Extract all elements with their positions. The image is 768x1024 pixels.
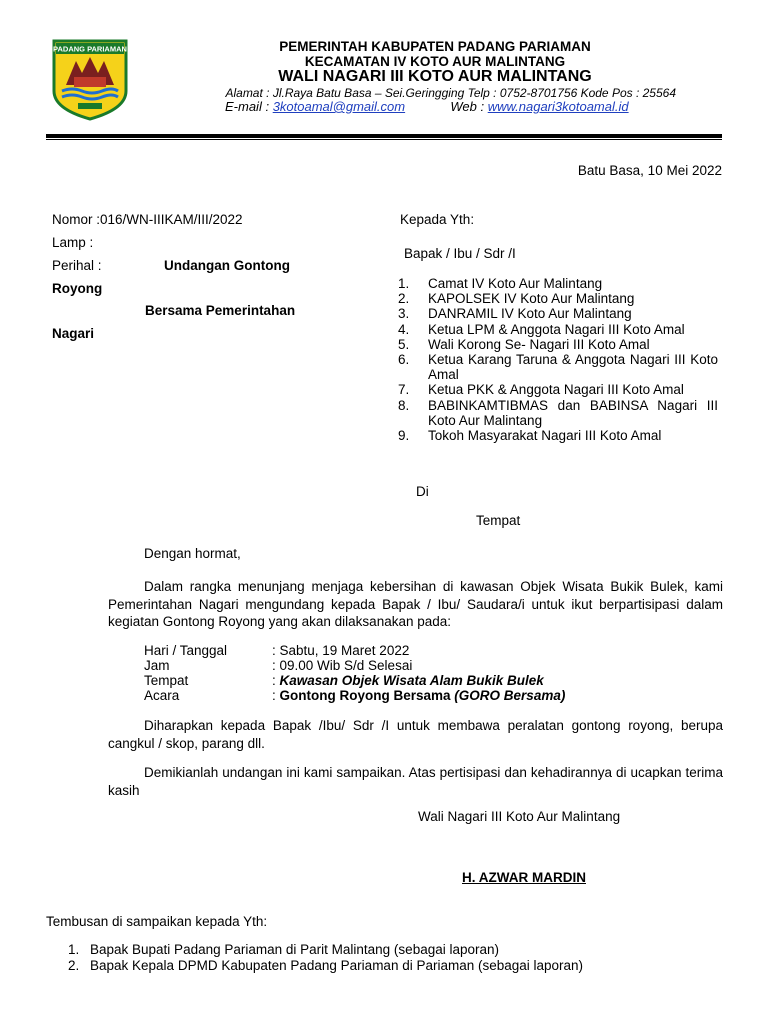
recipient-item-text: Wali Korong Se- Nagari III Koto Amal: [428, 336, 650, 352]
letter-number: Nomor :016/WN-IIIKAM/III/2022: [52, 212, 243, 227]
cc-heading: Tembusan di sampaikan kepada Yth:: [46, 914, 268, 929]
recipient-item-number: 5.: [398, 336, 410, 352]
subject-line-4: Nagari: [52, 326, 95, 341]
recipient-item: [398, 398, 718, 428]
recipient-item-number: 9.: [398, 428, 410, 444]
detail-day: [144, 643, 409, 658]
logo-label: PADANG PARIAMAN: [53, 44, 127, 54]
detail-time-value: : 09.00 Wib S/d Selesai: [272, 658, 413, 673]
recipient-di: Di: [416, 484, 429, 499]
recipient-item: [398, 276, 718, 291]
recipient-item-number: 4.: [398, 321, 410, 337]
signature-title: Wali Nagari III Koto Aur Malintang: [418, 809, 621, 824]
recipient-item-text: BABINKAMTIBMAS dan BABINSA Nagari III Koto Aur Malintang: [428, 397, 718, 428]
detail-event-value-italic: (GORO Bersama): [454, 688, 566, 703]
recipient-salutation: Bapak / Ibu / Sdr /I: [404, 246, 516, 261]
header-line-government: PEMERINTAH KABUPATEN PADANG PARIAMAN: [279, 39, 591, 54]
header-line-district: KECAMATAN IV KOTO AUR MALINTANG: [304, 54, 566, 69]
recipient-item: [398, 382, 718, 397]
header-contact: [225, 99, 629, 114]
recipient-item-number: 1.: [398, 276, 410, 291]
cc-item-number: 2.: [68, 958, 80, 973]
recipient-item-text: Camat IV Koto Aur Malintang: [428, 276, 603, 291]
recipient-item: [398, 322, 718, 337]
detail-event-label: Acara: [144, 688, 180, 703]
recipient-item-text: Ketua LPM & Anggota Nagari III Koto Amal: [428, 321, 685, 337]
letter-attachment: Lamp :: [52, 235, 94, 250]
paragraph-invitation: Dalam rangka menunjang menjaga kebersihan di kawasan Objek Wisata Bukik Bulek, kami Pemerintahan Nagari mengundang kepada Bapak / Ibu/ Saudara/i untuk ikut berpartisipasi dalam kegiatan Gontong Royong yang akan dilaksanakan pada:: [108, 579, 723, 629]
header-line-office: WALI NAGARI III KOTO AUR MALINTANG: [278, 68, 592, 85]
cc-item-text: Bapak Bupati Padang Pariaman di Parit Malintang (sebagai laporan): [90, 942, 500, 957]
detail-event: Acara : Gontong Royong Bersama (GORO Bersama): [144, 688, 566, 703]
recipient-item: [398, 337, 718, 352]
email-label: E-mail :: [225, 99, 270, 114]
signature-name: H. AZWAR MARDIN: [462, 870, 586, 885]
detail-event-value: Gontong Royong Bersama: [279, 688, 451, 703]
web-label: Web :: [450, 99, 485, 114]
recipient-list: [398, 276, 718, 443]
recipient-item-text: DANRAMIL IV Koto Aur Malintang: [428, 306, 632, 322]
recipient-item: [398, 352, 718, 382]
paragraph-equipment: Diharapkan kepada Bapak /Ibu/ Sdr /I untuk membawa peralatan gontong royong, berupa cangkul / skop, parang dll.: [108, 718, 723, 751]
recipient-item-number: 7.: [398, 382, 410, 398]
header-divider-thin: [46, 139, 722, 140]
detail-day-value: : Sabtu, 19 Maret 2022: [272, 643, 410, 658]
recipient-item: [398, 291, 718, 306]
cc-item: [68, 942, 583, 958]
recipient-item-text: KAPOLSEK IV Koto Aur Malintang: [428, 291, 635, 307]
header-address: Alamat : Jl.Raya Batu Basa – Sei.Geringging Telp : 0752-8701756 Kode Pos : 25564: [225, 86, 676, 100]
recipient-item-text: Tokoh Masyarakat Nagari III Koto Amal: [428, 428, 662, 444]
detail-place: Tempat : Kawasan Objek Wisata Alam Bukik Bulek: [144, 673, 544, 688]
place-date: Batu Basa, 10 Mei 2022: [577, 163, 722, 178]
detail-time: [144, 658, 412, 673]
greeting: Dengan hormat,: [144, 546, 241, 561]
cc-list: [68, 942, 583, 974]
detail-place-value: Kawasan Objek Wisata Alam Bukik Bulek: [279, 673, 544, 688]
subject-label: Perihal :: [52, 258, 102, 273]
recipient-to: Kepada Yth:: [400, 212, 475, 227]
recipient-item-number: 8.: [398, 397, 410, 413]
recipient-item: [398, 306, 718, 321]
recipient-item-number: 3.: [398, 306, 410, 322]
email-link[interactable]: 3kotoamal@gmail.com: [272, 99, 406, 114]
web-link[interactable]: www.nagari3kotoamal.id: [487, 99, 629, 114]
recipient-item-text: Ketua Karang Taruna & Anggota Nagari III Koto Amal: [428, 352, 718, 383]
regency-logo: [52, 39, 128, 121]
subject-line-2: Royong: [52, 281, 103, 296]
cc-item-text: Bapak Kepala DPMD Kabupaten Padang Pariaman di Pariaman (sebagai laporan): [90, 958, 584, 973]
paragraph-closing: Demikianlah undangan ini kami sampaikan. Atas pertisipasi dan kehadirannya di ucapkan terima kasih: [108, 765, 723, 798]
detail-time-label: Jam: [144, 658, 170, 673]
detail-day-label: Hari / Tanggal: [144, 643, 228, 658]
subject-line-1: Undangan Gontong: [164, 258, 290, 273]
recipient-item-number: 2.: [398, 291, 410, 307]
recipient-item: [398, 428, 718, 443]
subject-line-3: Bersama Pemerintahan: [145, 303, 296, 318]
detail-place-label: Tempat: [144, 673, 189, 688]
recipient-item-number: 6.: [398, 352, 410, 368]
cc-item-number: 1.: [68, 942, 80, 957]
header-divider-thick: [46, 134, 722, 138]
recipient-item-text: Ketua PKK & Anggota Nagari III Koto Amal: [428, 382, 684, 398]
cc-item: [68, 958, 583, 974]
recipient-place: Tempat: [476, 513, 521, 528]
